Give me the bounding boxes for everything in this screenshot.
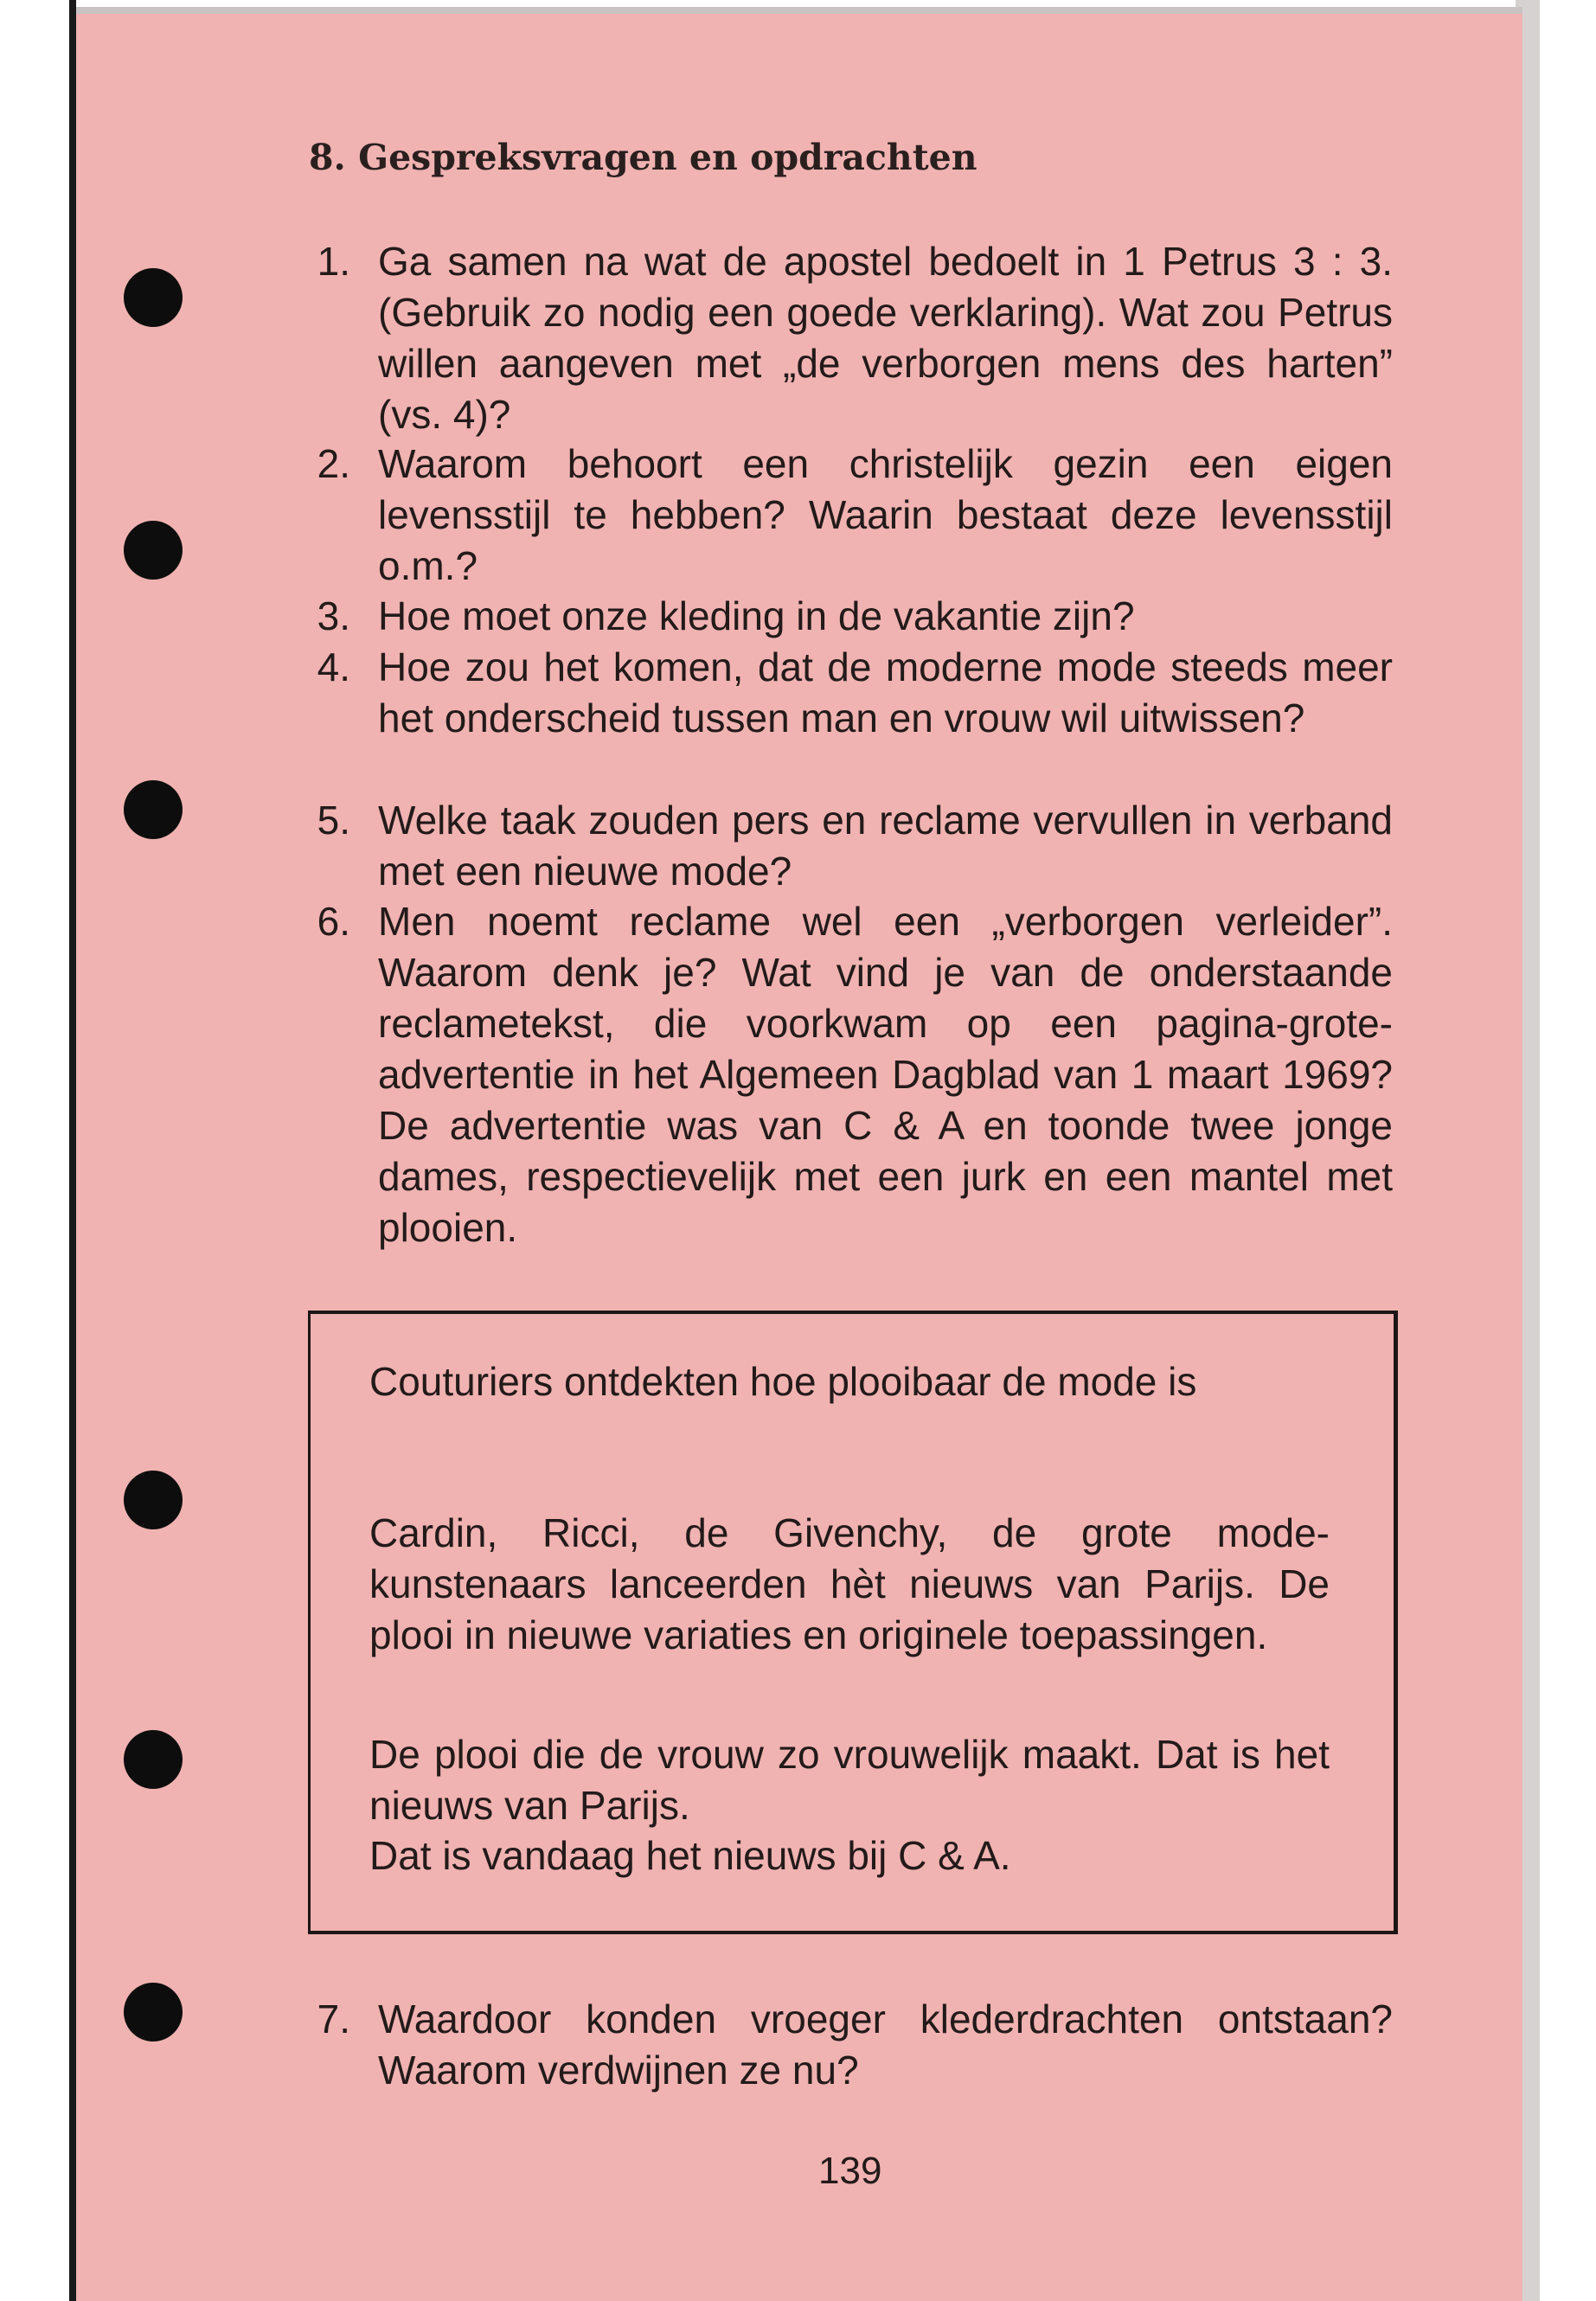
question-item [298,1994,1393,2096]
question-number: 2. [317,441,350,486]
left-binding-edge [69,0,76,2301]
question-text: Men noemt reclame wel een „verborgen verleider”. Waarom denk je? Wat vind je van de onderstaande reclametekst, die voorkwam op een pagina-grote-advertentie in het Algemeen Dagblad van 1 maart 1969? De advertentie was van C & A en toonde twee jonge dames, respectievelijk met een jurk en een mantel met plooien. [378,899,1393,1250]
question-number: 7. [317,1997,350,2041]
advertisement-paragraph: De plooi die de vrouw zo vrouwelijk maakt. Dat is het nieuws van Parijs. [369,1732,1330,1828]
page-number: 139 [818,2150,882,2192]
question-text: Waarom behoort een christelijk gezin een eigen levensstijl te hebben? Waarin bestaat deze levensstijl o.m.? [378,441,1393,588]
question-item [298,896,1393,1253]
punch-hole [124,1730,183,1789]
question-number: 5. [317,798,350,843]
punch-hole [124,1983,183,2041]
punch-hole [124,521,183,580]
question-item [298,642,1393,744]
question-text: Welke taak zouden pers en reclame vervullen in verband met een nieuwe mode? [378,798,1393,894]
question-number: 3. [317,593,350,638]
advertisement-box [308,1311,1398,1934]
question-text: Waardoor konden vroeger klederdrachten ontstaan? Waarom verdwijnen ze nu? [378,1997,1393,2093]
punch-hole [124,268,183,327]
question-item [298,591,1393,642]
question-item [298,439,1393,592]
question-number: 1. [317,239,350,284]
question-text: Hoe moet onze kleding in de vakantie zijn? [378,593,1135,638]
advertisement-paragraph: Dat is vandaag het nieuws bij C & A. [369,1833,1011,1878]
punch-hole [124,780,183,839]
punch-hole [124,1471,183,1529]
advertisement-title: Couturiers ontdekten hoe plooibaar de mode is [369,1359,1197,1404]
question-item [298,236,1393,440]
question-text: Ga samen na wat de apostel bedoelt in 1 Petrus 3 : 3. (Gebruik zo nodig een goede verklaring). Wat zou Petrus willen aangeven met „de verborgen mens des harten” (vs. 4)? [378,239,1393,437]
advertisement-paragraph: Cardin, Ricci, de Givenchy, de grote modekunstenaars lanceerden hèt nieuws van Parijs. De plooi in nieuwe variaties en originele toepassingen. [369,1510,1330,1657]
question-text: Hoe zou het komen, dat de moderne mode steeds meer het onderscheid tussen man en vrouw wil uitwissen? [378,644,1393,740]
question-number: 4. [317,644,350,689]
question-number: 6. [317,899,350,944]
question-item [298,795,1393,897]
section-heading: 8. Gespreksvragen en opdrachten [309,137,977,178]
sheet-top-edge [76,7,1522,14]
